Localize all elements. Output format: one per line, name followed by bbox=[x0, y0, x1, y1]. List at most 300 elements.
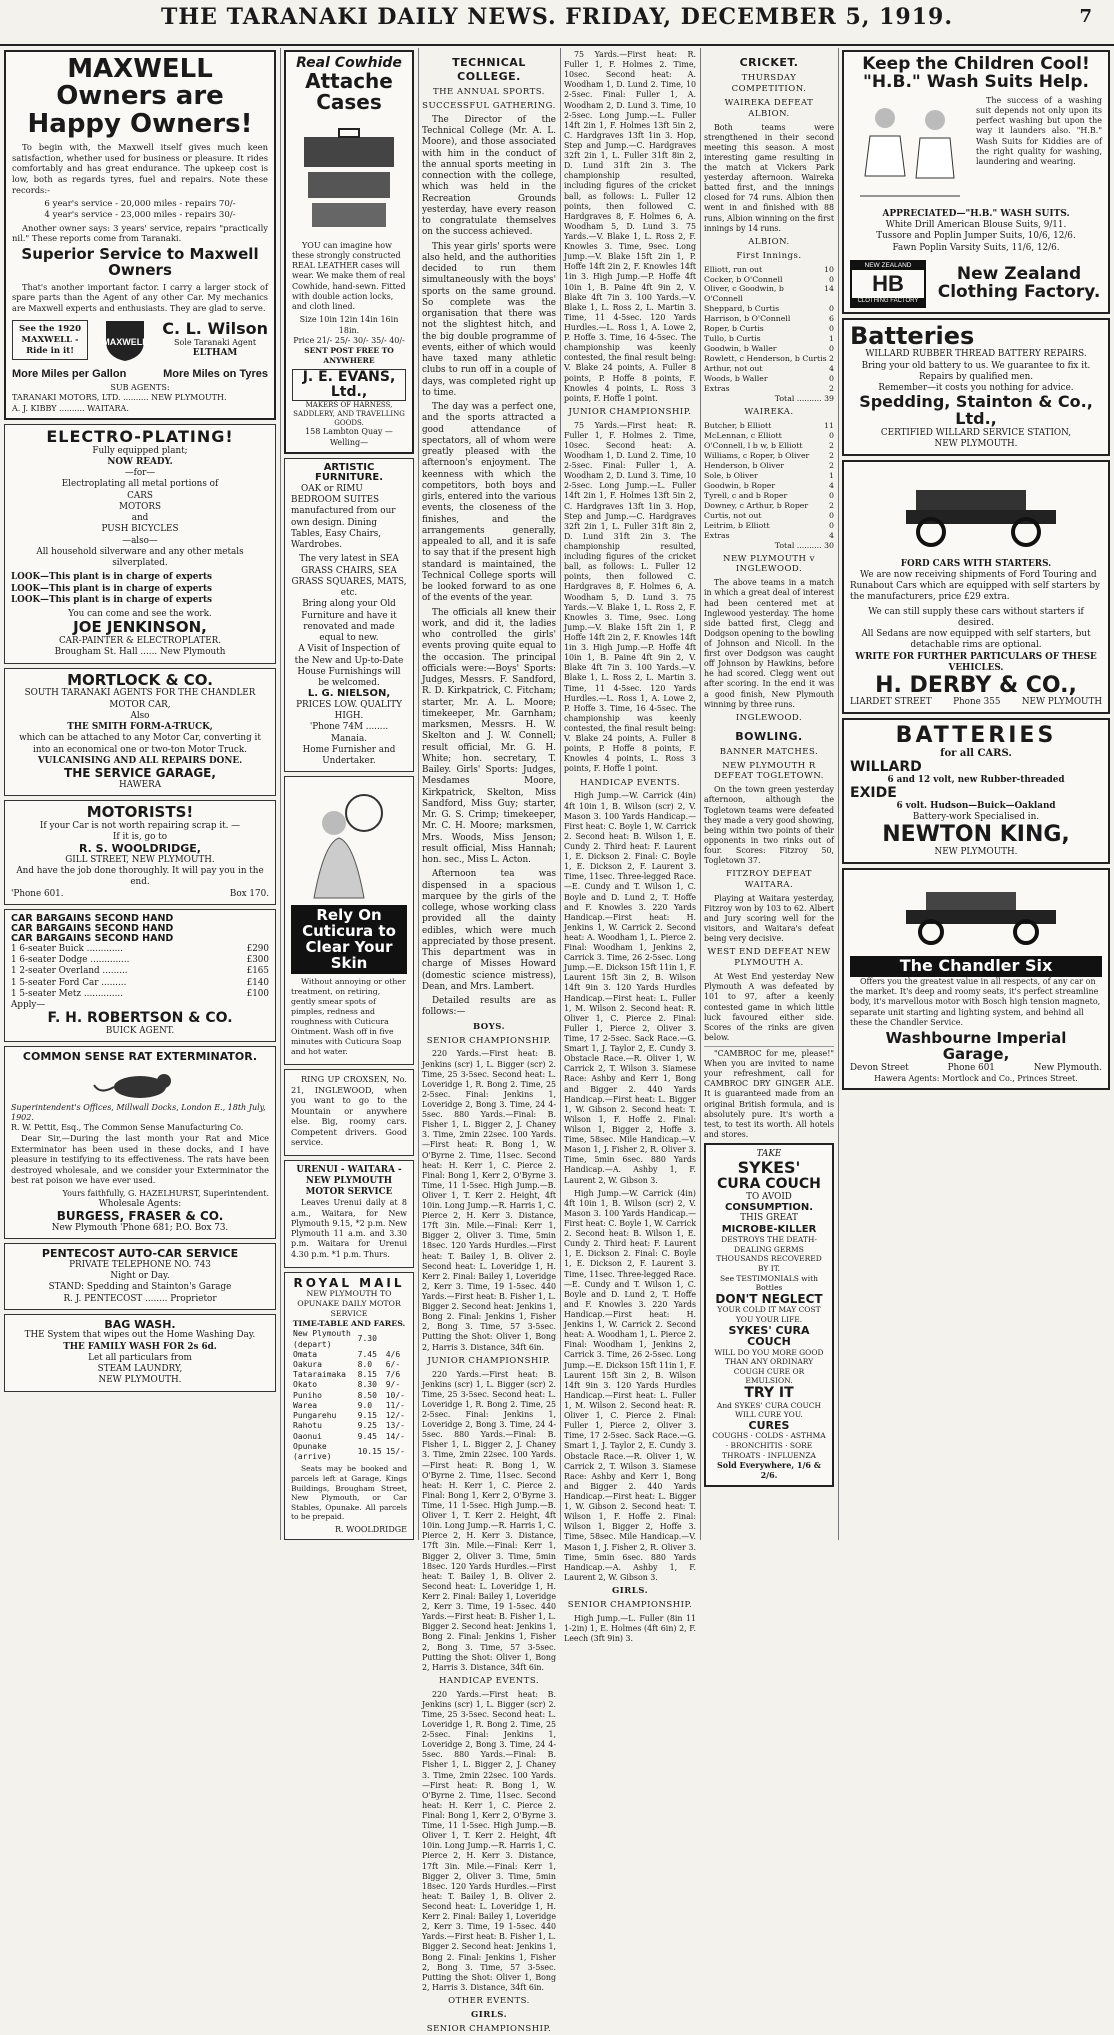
bagwash-line-3: Let all particulars from bbox=[88, 1352, 192, 1363]
runs: 0 bbox=[829, 374, 834, 384]
scorecard-row bbox=[704, 421, 834, 431]
batsman: Goodwin, b Waller bbox=[704, 344, 777, 354]
fitzroy-paragraph: Playing at Waitara yesterday, Fitzroy won by 103 to 62. Albert and Jury scoring well for the visitors, and Waitara's defeat being very decisive. bbox=[704, 893, 834, 944]
batsman: Leitrim, b Elliott bbox=[704, 520, 770, 530]
np-inglewood-heading: NEW PLYMOUTH v INGLEWOOD. bbox=[723, 553, 815, 575]
furniture-prices: PRICES LOW. QUALITY HIGH. bbox=[296, 699, 402, 722]
runs: 0 bbox=[829, 274, 834, 284]
chandler-street: Devon Street bbox=[850, 1062, 909, 1073]
batsman: Goodwin, b Roper bbox=[704, 480, 776, 490]
bargain-name: 1 6-seater Buick ............. bbox=[11, 943, 124, 954]
sykes-will: WILL DO YOU MORE GOOD THAN ANY ORDINARY COUGH CURE OR EMULSION. bbox=[714, 1347, 824, 1386]
west-end-paragraph: At West End yesterday New Plymouth A was defeated by 101 to 97, after a keenly contested game in which little luck favoured either side. Scores of the rinks are given below. bbox=[704, 972, 834, 1042]
sykes-name-2: SYKES' CURA COUCH bbox=[728, 1323, 810, 1349]
runs: 10 bbox=[824, 264, 834, 274]
furniture-line-4: A Visit of Inspection of the New and Up-to-Date House Furnishings will be welcomed. bbox=[294, 644, 404, 689]
batteries-town: NEW PLYMOUTH. bbox=[934, 439, 1018, 450]
batteries-spedding-ad bbox=[842, 318, 1110, 456]
maxwell-town: ELTHAM bbox=[192, 347, 238, 358]
batsman: Butcher, b Elliott bbox=[704, 420, 772, 430]
batteries-firm-sub: CERTIFIED WILLARD SERVICE STATION, bbox=[880, 427, 1072, 438]
runs: 0 bbox=[829, 520, 834, 530]
derby-caption: FORD CARS WITH STARTERS. bbox=[900, 558, 1052, 569]
derby-line-3: All Sedans are now equipped with self starters, but detachable rims are optional. bbox=[861, 629, 1091, 651]
batteries-line-2: Bring your old battery to us. We guarantee to fix it. bbox=[861, 360, 1091, 371]
column-rule bbox=[700, 48, 701, 1540]
article-paragraph: This year girls' sports were also held, and the authorities decided to run them simultaneously with the boys' sports on the same ground. So complete was the organisation that there was not the slightest hitch, and the big double programme of events, either of which would have taxed many athletic clubs to run off in a couple of days, was completed right up to time. bbox=[422, 241, 556, 398]
bargains-apply: Apply— bbox=[11, 1000, 46, 1011]
column-7 bbox=[842, 50, 1110, 1545]
scorecard-row bbox=[704, 461, 834, 471]
technical-college-title: TECHNICAL COLLEGE. bbox=[452, 56, 526, 84]
furniture-title: ARTISTIC FURNITURE. bbox=[314, 461, 383, 484]
attache-addr: 158 Lambton Quay — Welling— bbox=[305, 427, 393, 447]
maxwell-intro: To begin with, the Maxwell itself gives much keen satisfaction, whether used for business or pleasure. It rides comfortably and has great endurance. The upkeep cost is low, both as regards tyres, fuel and repairs. Note these records:- bbox=[12, 141, 268, 195]
electro-line-3: —for— bbox=[124, 468, 156, 479]
junior-championship-heading: JUNIOR CHAMPIONSHIP. bbox=[568, 406, 692, 417]
nking-battery-way: Battery-work Specialised in. bbox=[912, 812, 1040, 823]
bargain-row bbox=[11, 978, 269, 989]
derby-phone: Phone 355 bbox=[953, 697, 1001, 708]
sub-agents-label: SUB AGENTS: bbox=[110, 383, 170, 393]
first-innings-heading: First Innings. bbox=[736, 250, 802, 261]
handicap-heading: HANDICAP EVENTS. bbox=[438, 1675, 540, 1686]
runs: 2 bbox=[829, 440, 834, 450]
rat-icon bbox=[90, 1065, 190, 1101]
article-paragraph: Detailed results are as follows:— bbox=[422, 996, 556, 1018]
batteries-line-4: Remember—it costs you nothing for advice. bbox=[878, 383, 1074, 394]
timetable-row bbox=[291, 1411, 407, 1421]
scorecard-row bbox=[704, 491, 834, 501]
batsman: Arthur, not out bbox=[704, 364, 763, 374]
timetable-fare: 10/- bbox=[385, 1390, 405, 1400]
timetable-fare: 15/- bbox=[385, 1446, 405, 1456]
newton-king-ad bbox=[842, 718, 1110, 863]
chandler-firm: Washbourne Imperial Garage, bbox=[885, 1029, 1067, 1063]
bargain-price: £290 bbox=[246, 943, 269, 954]
runs: 4 bbox=[829, 364, 834, 374]
motorists-title: MOTORISTS! bbox=[86, 803, 194, 822]
runs: 1 bbox=[829, 470, 834, 480]
batsman: Downey, c Arthur, b Roper bbox=[704, 500, 809, 510]
article-paragraph: The Director of the Technical College (Mr. A. L. Moore), and those associated with him in the conduct of the annual sports meeting in connection with the college, which was held in the Recreation Grounds yesterday, have every reason to congratulate themselves on the success achieved. bbox=[422, 114, 556, 238]
sykes-and: And SYKES' CURA COUCH WILL CURE YOU. bbox=[716, 1400, 822, 1420]
albion-heading: ALBION. bbox=[748, 236, 790, 247]
hb-line-3: Fawn Poplin Varsity Suits, 11/6, 12/6. bbox=[892, 242, 1060, 253]
batteries-line-1: WILLARD RUBBER THREAD BATTERY REPAIRS. bbox=[865, 349, 1087, 360]
nking-willard-sub: 6 and 12 volt, new Rubber-threaded bbox=[887, 775, 1065, 786]
derby-street: LIARDET STREET bbox=[850, 697, 932, 708]
car-bargains-ad bbox=[4, 909, 276, 1042]
timetable-place: Opunake (arrive) bbox=[293, 1441, 332, 1462]
nking-exide: EXIDE bbox=[850, 785, 897, 802]
runs: 0 bbox=[829, 430, 834, 440]
furniture-line-2: The very latest in SEA GRASS CHAIRS, SEA GRASS SQUARES, MATS, etc. bbox=[291, 554, 407, 599]
column-3 bbox=[422, 50, 556, 2034]
sykes-try: TRY IT bbox=[744, 1385, 794, 1402]
scorecard-row bbox=[704, 314, 834, 324]
attache-firm-sub: MAKERS OF HARNESS, SADDLERY, AND TRAVELLING GOODS. bbox=[293, 400, 405, 427]
timetable-fare bbox=[384, 1329, 407, 1349]
runs: 4 bbox=[829, 530, 834, 540]
timetable-row bbox=[291, 1329, 407, 1349]
article-paragraph: The officials all knew their work, and did it, the ladies who controlled the girls' events proving quite equal to the occasion. The principal officials were:—Boys' Sports: Judges, Messrs. F. Sandford, R. D. Kirkpatrick, C. Fitcham; starter, Mr. A. L. Moore; timekeeper, Mr. Garnham; marksmen, Messrs. H. W. Skelton and J. W. Connell; result official, Mr. G. H. White; hon. secretary, T. Bailey. Girls' Sports: Judges, Mesdames Moore, Kirkpatrick, Skelton, Miss Sandford, Miss Guy; starter, Mr. G. S. Crimp; timekeeper, Mr. C. H. Moore; marksmen, Mrs. Woods, Miss Jenson; result official, Miss Hannah; hon. sec., Miss L. Acton. bbox=[422, 607, 556, 866]
bargain-price: £100 bbox=[246, 988, 269, 999]
maxwell-note: Another owner says: 3 years' service, repairs "practically nil." These reports come from Taranaki. bbox=[12, 222, 268, 244]
rat-exterminator-ad bbox=[4, 1046, 276, 1239]
chandler-agents: Hawera Agents: Mortlock and Co., Princes Street. bbox=[874, 1073, 1078, 1083]
mortlock-title: MORTLOCK & CO. bbox=[67, 670, 213, 689]
column-rule bbox=[280, 48, 281, 1540]
timetable-place: Pungarehu bbox=[293, 1411, 337, 1421]
royal-mail-table-head: TIME-TABLE AND FARES. bbox=[292, 1319, 406, 1329]
motorists-ad bbox=[4, 800, 276, 905]
urenui-body: Leaves Urenui daily at 8 a.m., Waitara, for New Plymouth 9.15, *2 p.m. New Plymouth 11 a.m. and 3.30 p.m. Waitara for Urenui 4.30 p.m. *1 p.m. Thurs. bbox=[291, 1198, 407, 1259]
timetable-place: Oakura bbox=[293, 1360, 322, 1369]
cambroc-paragraph: "CAMBROC for me, please!" When you are invited to name your refreshment, call for CAMBROC DRY GINGER ALE. It is guaranteed made from an original British formula, and is absolutely pure. It's worth a test, to test its worth. All hotels and stores. bbox=[704, 1046, 834, 1140]
sykes-destroys: DESTROYS THE DEATH-DEALING GERMS THOUSANDS RECOVERED BY IT. bbox=[716, 1235, 822, 1273]
pentecost-title: PENTECOST AUTO-CAR SERVICE bbox=[41, 1247, 239, 1261]
scorecard-row bbox=[704, 431, 834, 441]
batteries-line-3: Repairs by qualified men. bbox=[918, 371, 1034, 382]
runs: 2 bbox=[829, 354, 834, 364]
scorecard-row bbox=[704, 364, 834, 374]
masthead bbox=[0, 0, 1114, 46]
maxwell-shield-icon bbox=[102, 317, 148, 363]
chandler-car-illustration bbox=[886, 878, 1066, 948]
timetable-fare: 12/- bbox=[385, 1411, 405, 1421]
cricket-paragraph: Both teams were strengthened in their second meeting this season. A most interesting game resulting in the match at Vickers Park yesterday afternoon. Waireka batted first, and the innings closed for 74 runs. Albion then went in and finished with 88 runs, Albion winning on the first innings by 14 runs. bbox=[704, 122, 834, 233]
mortlock-line-2: Also bbox=[130, 710, 150, 721]
batsman: Extras bbox=[704, 384, 730, 394]
timetable-fare: 4/6 bbox=[385, 1349, 401, 1359]
chandler-phone: Phone 601 bbox=[947, 1062, 995, 1073]
cuticura-body: Without annoying or other treatment, on retiring, gently smear spots of pimples, redness and roughness with Cuticura Ointment. Wash off in five minutes with Cuticura Soap and hot water. bbox=[291, 977, 406, 1057]
attache-title-2: Attache Cases bbox=[305, 68, 393, 114]
timetable-row bbox=[291, 1350, 407, 1360]
urenui-title: URENUI - WAITARA - NEW PLYMOUTH MOTOR SERVICE bbox=[296, 1164, 402, 1198]
rat-close: Yours faithfully, G. HAZELHURST, Superintendent. bbox=[62, 1188, 269, 1198]
nking-for: for all CARS. bbox=[940, 747, 1012, 759]
electro-line-7: and bbox=[131, 513, 149, 524]
bargain-row bbox=[11, 989, 269, 1000]
bargain-row bbox=[11, 955, 269, 966]
timetable-row bbox=[291, 1360, 407, 1370]
mortlock-line-6: THE SERVICE GARAGE, bbox=[64, 766, 216, 781]
electro-look-2: LOOK—This plant is in charge of experts bbox=[11, 583, 212, 594]
maxwell-ad bbox=[4, 50, 276, 420]
motorists-addr: GILL STREET, NEW PLYMOUTH. bbox=[65, 854, 215, 865]
furniture-trade: Home Furnisher and Undertaker. bbox=[302, 744, 396, 767]
runs: 2 bbox=[829, 500, 834, 510]
rat-wholesale: Wholesale Agents: bbox=[98, 1199, 182, 1210]
timetable-row bbox=[291, 1380, 407, 1390]
waireka-defeat-albion: WAIREKA DEFEAT ALBION. bbox=[724, 97, 814, 119]
motorists-box: Box 170. bbox=[229, 888, 269, 899]
timetable-fare: 7/6 bbox=[385, 1370, 401, 1380]
bagwash-line-5: NEW PLYMOUTH. bbox=[98, 1375, 182, 1386]
timetable-time: 9.15 bbox=[357, 1411, 377, 1421]
maxwell-left-tag: More Miles per Gallon bbox=[12, 368, 127, 381]
timetable-place: Rahotu bbox=[293, 1421, 322, 1431]
article-paragraph: The day was a perfect one, and the sports attracted a good attendance of spectators, all of whom were greatly pleased with the afternoon's enjoyment. The keenness with which the competitors, both boys and girls, entered into the various events, the closeness of the finishes, and the arrangements generally, appealed to all, and it is safe to say that if the present high standard is maintained, the Technical College sports will be looked forward to as one of the events of the year. bbox=[422, 402, 556, 604]
technical-college-sub-1: THE ANNUAL SPORTS. bbox=[432, 87, 546, 98]
motorists-phone: 'Phone 601. bbox=[11, 888, 64, 899]
timetable-fare: 13/- bbox=[385, 1421, 405, 1431]
col4-results: 75 Yards.—First heat: R. Fuller 1, F. Holmes 2. Time, 10sec. Second heat: A. Woodham 1, D. Lund 2. Time, 10 2-5sec. Final: Fuller 1, A. Woodham 2, D. Lund 3. Time, 10 2-5sec. Long Jump.—L. Fuller 14ft 2in 1, F. Holmes 13ft 5in 2, C. Hardgraves 13ft 1in 3. Hop, Step and Jump.—C. Hardgraves 32ft 2in 1, L. Fuller 31ft 8in 2, D. Lund 31ft 2in 3. The championship resulted, including figures of the cricket ball, as follows: L. Fuller 12 points, then followed C. Hardgraves 8, F. Holmes 6, A. Woodham 5, D. Lund 3. 75 Yards.—V. Blake 1, L. Ross 2, F. Knowles 3. Time, 9sec. Long Jump.—V. Blake 15ft 2in 1, P. Hoffe 14ft 2in 2, F. Knowles 14ft 1in 3. High Jump.—P. Hoffe 4ft 10in 1, B. Paine 4ft 9in 2, V. Blake 4ft 7in 3. 100 Yards.—V. Blake 1, L. Ross 2, L. Martin 3. Time, 11 4-5sec. 120 Yards Hurdles.—L. Ross 1, A. Lowe 2, P. Hoffe 3. Time, 16 4-5sec. The championship was keenly contested, the final result being: V. Blake 24 points, A. Fuller 8 points, P. Hoffe 8 points, F. Knowles 4 points, L. Ross 3 points, F. Hoffe 1 point. bbox=[564, 50, 696, 403]
timetable-row bbox=[291, 1401, 407, 1411]
ford-car-illustration bbox=[886, 470, 1066, 550]
batsman: Curtis, not out bbox=[704, 510, 762, 520]
timetable-place: Tataraimaka bbox=[293, 1370, 346, 1380]
attache-body: YOU can imagine how these strongly constructed REAL LEATHER cases will wear. We make them of real Cowhide, hand-sewn. Fitted with double action locks, and cloth lined. bbox=[292, 240, 406, 312]
timetable-time: 7.45 bbox=[357, 1349, 377, 1359]
scorecard-row bbox=[704, 481, 834, 491]
timetable-place: Omata bbox=[293, 1349, 318, 1359]
see-maxwell-box: See the 1920 MAXWELL -Ride in it! bbox=[12, 320, 88, 361]
cuticura-title: Rely On Cuticura to Clear Your Skin bbox=[291, 905, 407, 974]
car-bargains-title-3: CAR BARGAINS SECOND HAND bbox=[11, 932, 174, 944]
batsman: Williams, c Roper, b Oliver bbox=[704, 450, 810, 460]
girls-results: High Jump.—L. Fuller (8in 11 1-2in) 1, E. Holmes (4ft 6in) 2, F. Leech (3ft 9in) 3. bbox=[564, 1613, 696, 1643]
electro-come: You can come and see the work. bbox=[68, 609, 212, 620]
col4-handicap-results-repeat: High Jump.—W. Carrick (4in) 4ft 10in 1, B. Wilson (scr) 2, V. Mason 3. 100 Yards Handicap.—First heat: C. Boyle 1, W. Carrick 2. Second heat: B. Wilson 1, E. Cundy 2. Third heat: F. Laurent 1, E. Dickson 2. Final: C. Boyle 1, E. Dickson 2, F. Laurent 3. Time, 11sec. Three-legged Race.—E. Cundy and T. Wilson 1, C. Boyle and D. Lund 2, T. Hoffe and F. Knowles 3. 220 Yards Handicap.—First heat: H. Jenkins 1, W. Carrick 2. Second heat: A. Woodham 1, L. Pierce 2. Final: Woodham 1, Jenkins 2, Carrick 3. Time, 26 2-5sec. Long Jump.—E. Dickson 15ft 11in 1, F. Laurent 15ft 3in 2, B. Wilson 14ft 9in 3. 120 Yards Hurdles Handicap.—First heat: L. Fuller 1, M. Wilson 2. Second heat: R. Oliver 1, C. Pierce 2. Final: Fuller 1, Pierce 2, Oliver 3. Time, 17 2-5sec. Sack Race.—G. Smart 1, J. Taylor 2, E. Cundy 3. Obstacle Race.—R. Oliver 1, W. Carrick 2, T. Wilson 3. Siamese Race: Ashby and Kerr 1, Bong and Bigger 2. 440 Yards Handicap.—First heat: L. Bigger 1, W. Gibson 2. Second heat: T. Wilson 1, F. Hoffe 2. Final: Wilson 1, Bigger 2, Hoffe 3. Time, 58sec. Mile Handicap.—V. Mason 1, J. Fisher 2, R. Oliver 3. Time, 5min 6sec. 880 Yards Handicap.—A. Ashby 1, F. Laurent 2, W. Gibson 3. bbox=[564, 1188, 696, 1582]
chandler-town: New Plymouth. bbox=[1033, 1062, 1102, 1073]
bag-wash-ad bbox=[4, 1314, 276, 1392]
attache-sizes: Size 10in 12in 14in 16in 18in. bbox=[299, 315, 399, 335]
scorecard-row bbox=[704, 511, 834, 521]
rat-signature-2: R. W. Pettit, Esq., The Common Sense Manufacturing Co. bbox=[11, 1123, 244, 1133]
timetable-time: 9.0 bbox=[357, 1400, 373, 1410]
column-4 bbox=[564, 50, 696, 1643]
runs: 2 bbox=[829, 450, 834, 460]
hb-line-2: Tussore and Poplin Jumper Suits, 10/6, 12/6. bbox=[876, 231, 1076, 242]
timetable-row bbox=[291, 1432, 407, 1442]
sykes-cures: CURES bbox=[748, 1418, 790, 1432]
runs: 11 bbox=[824, 420, 834, 430]
electro-line-4: Electroplating all metal portions of bbox=[61, 479, 219, 490]
maxwell-record-1: 6 year's service - 20,000 miles - repairs 70/- bbox=[44, 198, 236, 209]
attache-case-illustration bbox=[294, 117, 404, 237]
timetable-place: Okato bbox=[293, 1380, 318, 1390]
batsman: Harrison, b O'Connell bbox=[704, 314, 791, 324]
electro-addr: Brougham St. Hall ...... New Plymouth bbox=[54, 647, 226, 658]
electro-trade: CAR-PAINTER & ELECTROPLATER. bbox=[58, 636, 222, 647]
pentecost-line-3: STAND: Spedding and Stainton's Garage bbox=[48, 1282, 232, 1293]
timetable-place: New Plymouth (depart) bbox=[293, 1329, 351, 1349]
hb-badge-mid: HB bbox=[872, 271, 904, 297]
scorecard-row bbox=[704, 531, 834, 541]
timetable-time: 8.0 bbox=[357, 1360, 373, 1369]
runs: 0 bbox=[829, 490, 834, 500]
hb-badge-top: NEW ZEALAND bbox=[852, 262, 924, 270]
croxsen-ad bbox=[284, 1069, 414, 1156]
sykes-microbe: MICROBE-KILLER bbox=[721, 1223, 817, 1235]
electro-line-10: All household silverware and any other metals silverplated. bbox=[36, 546, 244, 569]
attache-firm: J. E. EVANS, Ltd., bbox=[292, 369, 406, 400]
electro-line-5: CARS bbox=[127, 490, 153, 501]
column-rule bbox=[560, 48, 561, 1540]
bargain-name: 1 5-seater Ford Car ......... bbox=[11, 977, 127, 988]
waireka-scorecard bbox=[704, 421, 834, 541]
runs: 1 bbox=[829, 334, 834, 344]
electro-name: JOE JENKINSON, bbox=[73, 618, 207, 637]
electroplating-ad bbox=[4, 424, 276, 664]
cuticura-ad bbox=[284, 776, 414, 1065]
batsman: Elliott, run out bbox=[704, 264, 763, 274]
pentecost-line-2: Night or Day. bbox=[110, 1271, 170, 1282]
timetable-fare: 6/- bbox=[385, 1360, 401, 1369]
chandler-body: Offers you the greatest value in all respects, of any car on the market. It's deep and roomy seats, it's perfect streamline body, it's marvellous motor with Bosch high tension magneto, separate unit starting and lighting system, and behind all these the Chandler Service. bbox=[850, 976, 1101, 1027]
timetable-time: 10.15 bbox=[357, 1446, 382, 1456]
hb-badge bbox=[850, 260, 926, 308]
timetable-fare: 14/- bbox=[385, 1431, 405, 1441]
runs: 0 bbox=[829, 324, 834, 334]
motorists-line-3: And have the job done thoroughly. It will pay you in the end. bbox=[16, 866, 264, 888]
batteries-firm: Spedding, Stainton & Co., Ltd., bbox=[859, 392, 1093, 429]
sykes-sold: Sold Everywhere, 1/6 & 2/6. bbox=[717, 1460, 821, 1481]
motorists-name: R. S. WOOLDRIDGE, bbox=[78, 842, 201, 856]
royal-mail-ad bbox=[284, 1272, 414, 1540]
scorecard-row bbox=[704, 521, 834, 531]
bagwash-line-2: THE FAMILY WASH FOR 2s 6d. bbox=[63, 1341, 217, 1352]
albion-scorecard bbox=[704, 265, 834, 395]
scorecard-row bbox=[704, 501, 834, 511]
attache-case-ad bbox=[284, 50, 414, 454]
timetable-place: Oaonui bbox=[293, 1431, 322, 1441]
rat-firm: BURGESS, FRASER & CO. bbox=[56, 1209, 224, 1224]
nking-willard: WILLARD bbox=[850, 759, 922, 776]
rat-signature-1: Superintendent's Offices, Millwall Docks, London E., 18th July, 1902. bbox=[11, 1102, 266, 1122]
column-1 bbox=[4, 50, 276, 1545]
nking-exide-sub: 6 volt. Hudson—Buick—Oakland bbox=[896, 800, 1056, 811]
derby-firm: H. DERBY & CO., bbox=[875, 673, 1077, 699]
car-bargains-title-2: CAR BARGAINS SECOND HAND bbox=[11, 922, 174, 934]
runs: 0 bbox=[829, 510, 834, 520]
bagwash-line-1: THE System that wipes out the Home Washing Day. bbox=[24, 1330, 256, 1341]
scorecard-row bbox=[704, 275, 834, 285]
timetable-row bbox=[291, 1442, 407, 1462]
scorecard-row bbox=[704, 265, 834, 275]
derby-line-4: WRITE FOR FURTHER PARTICULARS OF THESE VEHICLES. bbox=[855, 651, 1097, 673]
pentecost-line-1: PRIVATE TELEPHONE NO. 743 bbox=[69, 1259, 211, 1270]
electroplating-title: ELECTRO-PLATING! bbox=[46, 426, 234, 446]
woman-mirror-illustration bbox=[294, 783, 404, 903]
batsman: Henderson, b Oliver bbox=[704, 460, 785, 470]
royal-mail-title: ROYAL MAIL bbox=[293, 1275, 405, 1290]
bowling-title: BOWLING. bbox=[735, 729, 803, 743]
column-5 bbox=[704, 50, 834, 1545]
timetable-time: 7.30 bbox=[357, 1334, 377, 1344]
rat-body: Dear Sir,—During the last month your Rat and Mice Exterminator has been used in these docks, and I have pleasure in testifying to its effectiveness. The rats have been destroyed wholesale, and we consider your Exterminator the best rat poison we have ever used. bbox=[11, 1133, 269, 1186]
girls-heading: GIRLS. bbox=[611, 1585, 649, 1596]
col4-handicap-results: High Jump.—W. Carrick (4in) 4ft 10in 1, B. Wilson (scr) 2, V. Mason 3. 100 Yards Handicap.—First heat: C. Boyle 1, W. Carrick 2. Second heat: B. Wilson 1, E. Cundy 2. Third heat: F. Laurent 1, E. Dickson 2. Final: C. Boyle 1, E. Dickson 2, F. Laurent 3. Time, 11sec. Three-legged Race.—E. Cundy and T. Wilson 1, C. Boyle and D. Lund 2, T. Hoffe and F. Knowles 3. 220 Yards Handicap.—First heat: H. Jenkins 1, W. Carrick 2. Second heat: A. Woodham 1, L. Pierce 2. Final: Woodham 1, Jenkins 2, Carrick 3. Time, 26 2-5sec. Long Jump.—E. Dickson 15ft 11in 1, F. Laurent 15ft 3in 2, B. Wilson 14ft 9in 3. 120 Yards Hurdles Handicap.—First heat: L. Fuller 1, M. Wilson 2. Second heat: R. Oliver 1, C. Pierce 2. Final: Fuller 1, Pierce 2, Oliver 3. Time, 17 2-5sec. Sack Race.—G. Smart 1, J. Taylor 2, E. Cundy 3. Obstacle Race.—R. Oliver 1, W. Carrick 2, T. Wilson 3. Siamese Race: Ashby and Kerr 1, Bong and Bigger 2. 440 Yards Handicap.—First heat: L. Bigger 1, W. Gibson 2. Second heat: T. Wilson 1, F. Hoffe 2. Final: Wilson 1, Bigger 2, Hoffe 3. Time, 58sec. Mile Handicap.—V. Mason 1, J. Fisher 2, R. Oliver 3. Time, 5min 6sec. 880 Yards Handicap.—A. Ashby 1, F. Laurent 2, W. Gibson 3. bbox=[564, 791, 696, 1185]
scorecard-row bbox=[704, 451, 834, 461]
scorecard-row bbox=[704, 384, 834, 394]
timetable-fare: 9/- bbox=[385, 1380, 401, 1390]
batsman: McLennan, c Elliott bbox=[704, 430, 782, 440]
column-rule bbox=[838, 48, 839, 1540]
batsman: Sheppard, b Curtis bbox=[704, 304, 780, 314]
bargain-name: 1 6-seater Dodge .............. bbox=[11, 955, 130, 966]
bargains-firm-sub: BUICK AGENT. bbox=[105, 1025, 175, 1036]
handicap-heading: HANDICAP EVENTS. bbox=[579, 777, 681, 788]
inglewood-heading: INGLEWOOD. bbox=[735, 712, 803, 723]
runs: 0 bbox=[829, 304, 834, 314]
hb-wash-suits-ad bbox=[842, 50, 1110, 314]
hb-appreciated: APPRECIATED—"H.B." WASH SUITS. bbox=[882, 208, 1070, 219]
timetable-time: 8.50 bbox=[357, 1390, 377, 1400]
royal-mail-sub: NEW PLYMOUTH TO OPUNAKE DAILY MOTOR SERVICE bbox=[297, 1289, 401, 1319]
derby-town: NEW PLYMOUTH bbox=[1021, 697, 1102, 708]
sykes-take: TAKE bbox=[756, 1148, 782, 1159]
children-illustration bbox=[850, 96, 970, 206]
scorecard-row bbox=[704, 284, 834, 304]
girls-senior-heading: SENIOR CHAMPIONSHIP. bbox=[426, 2023, 552, 2034]
furniture-ad bbox=[284, 458, 414, 773]
technical-college-sub-2: SUCCESSFUL GATHERING. bbox=[422, 101, 556, 112]
chandler-ad bbox=[842, 868, 1110, 1090]
sykes-neglect: DON'T NEGLECT bbox=[715, 1291, 823, 1306]
sykes-product: CURA COUCH bbox=[717, 1176, 821, 1193]
mortlock-line-4: which can be attached to any Motor Car, converting it into an economical one or two-ton Motor Truck. bbox=[19, 733, 261, 755]
sub-agent-1: TARANAKI MOTORS, LTD. .......... NEW PLYMOUTH. bbox=[12, 393, 227, 403]
bargain-price: £300 bbox=[246, 955, 269, 966]
bargain-name: 1 2-seater Overland ......... bbox=[11, 966, 128, 977]
sykes-list: COUGHS · COLDS · ASTHMA · BRONCHITIS · SORE THROATS · INFLUENZA bbox=[712, 1431, 826, 1460]
mortlock-ad bbox=[4, 668, 276, 796]
scorecard-row bbox=[704, 324, 834, 334]
bargain-row bbox=[11, 966, 269, 977]
timetable-row bbox=[291, 1391, 407, 1401]
batsman: Tyrell, c and b Roper bbox=[704, 490, 788, 500]
batsman: Tullo, b Curtis bbox=[704, 334, 761, 344]
girls-senior-heading: SENIOR CHAMPIONSHIP. bbox=[567, 1599, 693, 1610]
furniture-line-1: OAK or RIMU BEDROOM SUITES manufactured from our own design. Dining Tables, Easy Chairs, Wardrobes. bbox=[291, 483, 396, 551]
timetable-time: 9.25 bbox=[357, 1421, 377, 1431]
girls-heading: GIRLS. bbox=[470, 2009, 508, 2020]
runs: 14 bbox=[824, 284, 834, 294]
electro-line-8: PUSH BICYCLES bbox=[101, 524, 179, 535]
runs: 4 bbox=[829, 480, 834, 490]
scorecard-row bbox=[704, 354, 834, 364]
batsman: Extras bbox=[704, 530, 730, 540]
chandler-title: The Chandler Six bbox=[850, 956, 1102, 977]
batsman: O'Connell, l b w, b Elliott bbox=[704, 440, 803, 450]
bowling-paragraph: On the town green yesterday afternoon, although the Togletown teams were defeated they made a very good showing, being within two points of their opponents in two rinks out of four. Scores: Fitzroy 50, Togletown 37. bbox=[704, 785, 834, 866]
motorists-line-1: If your Car is not worth repairing scrap it. — bbox=[39, 820, 241, 831]
car-bargains-title-1: CAR BARGAINS SECOND HAND bbox=[11, 912, 174, 924]
results-text-repeat: 220 Yards.—First heat: B. Jenkins (scr) 1, L. Bigger (scr) 2. Time, 25 3-5sec. Second heat: L. Loveridge 1, R. Bong 2. Time, 25 2-5sec. Final: Jenkins 1, Loveridge 2, Bong 3. Time, 24 4-5sec. 880 Yards.—Final: B. Fisher 1, L. Bigger 2, J. Chaney 3. Time, 2min 22sec. 100 Yards.—First heat: R. Bong 1, W. O'Byrne 2. Time, 11sec. Second heat: H. Kerr 1, C. Pierce 2. Final: Bong 1, Kerr 2, O'Byrne 3. Time, 11 1-5sec. High Jump.—B. Oliver 1, T. Kerr 2. Height, 4ft 10in. Long Jump.—R. Harris 1, C. Pierce 2, H. Kerr 3. Distance, 17ft 3in. Mile.—Final: Kerr 1, Bigger 2, Oliver 3. Time, 5min 18sec. 120 Yards Hurdles.—First heat: T. Bailey 1, B. Oliver 2. Second heat: L. Loveridge 1, H. Kerr 2. Final: Bailey 1, Loveridge 2, Kerr 3. Time, 19 1-5sec. 440 Yards.—First heat: B. Fisher 1, L. Bigger 2. Second heat: Jenkins 1, Bong 2. Final: Jenkins 1, Fisher 2, Bong 3. Time, 57 3-5sec. Putting the Shot: Oliver 1, Bong 2, Harris 3. Distance, 34ft 6in. bbox=[422, 1689, 556, 1992]
column-rule bbox=[418, 48, 419, 1540]
senior-championship-heading: SENIOR CHAMPIONSHIP. bbox=[426, 1035, 552, 1046]
cricket-title: CRICKET. bbox=[739, 56, 799, 69]
fitzroy-defeat-waitara: FITZROY DEFEAT WAITARA. bbox=[726, 869, 812, 891]
derby-body: We are now receiving shipments of Ford Touring and Runabout Cars which are equipped with self starters by the manufacturers, price £29 extra. bbox=[850, 569, 1100, 603]
sykes-testimonials: See TESTIMONIALS with Bottles bbox=[720, 1273, 818, 1293]
masthead-title: THE TARANAKI DAILY NEWS. FRIDAY, DECEMBER 5, 1919. bbox=[160, 4, 954, 30]
mortlock-line-5: VULCANISING AND ALL REPAIRS DONE. bbox=[37, 755, 243, 766]
timetable-row bbox=[291, 1370, 407, 1380]
batteries-title: Batteries bbox=[850, 322, 975, 351]
maxwell-service-head: Superior Service to Maxwell Owners bbox=[21, 245, 259, 279]
hb-title-1: Keep the Children Cool! bbox=[862, 54, 1090, 74]
timetable-place: Warea bbox=[293, 1400, 318, 1410]
timetable bbox=[291, 1329, 407, 1462]
timetable-row bbox=[291, 1421, 407, 1431]
runs: 2 bbox=[829, 460, 834, 470]
west-end-heading: WEST END DEFEAT NEW PLYMOUTH A. bbox=[707, 947, 831, 969]
